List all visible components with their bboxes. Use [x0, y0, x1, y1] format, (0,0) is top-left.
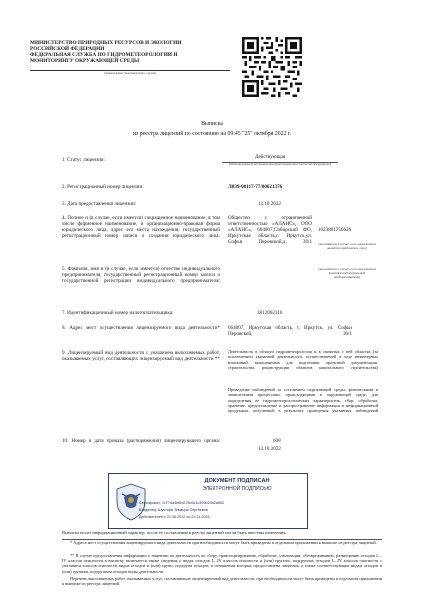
activity-address-value: 664007, Иркутская область, г. Иркутск, ул. Софьи Перовской, 30/1 — [228, 325, 352, 338]
authority-caption: (наименование лицензирующего органа) — [103, 70, 157, 75]
individual-caption: (заполняется в случае, если лицензиатом является индивидуальный предприниматель) — [318, 267, 376, 279]
individual-label: 5. Фамилия, имя и (в случае, если имеется) отчество индивидуального предпринимателя, государственный регистрационный номер записи о государственной регистрации индивидуального предпринимателя: — [62, 266, 220, 285]
order-number: 608 — [273, 438, 281, 444]
status-value: Действующая — [255, 154, 286, 160]
stamp-owner: Владелец: Шустова Эльвира Сергеевна — [139, 508, 208, 512]
authority-line: МИНИСТЕРСТВО ПРИРОДНЫХ РЕСУРСОВ И ЭКОЛОГИИ — [30, 40, 182, 46]
order-label: 10. Номер и дата приказа (распоряжения) лицензирующего органа: — [62, 438, 220, 444]
footnote-works-appendix: Перечень выполняемых работ, оказываемых услуг, составляющих лицензируемый вид деятельности, при необходимости могут быть приведены в отдельном приложении к выписке из реестра лицензий. — [62, 576, 382, 587]
order-date: 13.10.2022 — [258, 446, 281, 452]
footnote-addresses: * Адреса мест осуществления лицензируемого вида деятельности при необходимости могут быть приведены в отдельном приложении к выписке из реестра лицензий. — [70, 540, 377, 545]
status-caption: (действующая/приостановлена/приостановлена частично/прекращена) — [228, 162, 332, 166]
ogrn-value: 1023801756626 — [318, 227, 352, 233]
qr-code — [242, 37, 302, 97]
activity-type-value: Деятельность в области гидрометеорологии и в смежных с ней областях (за исключением указанной деятельности, осуществляемой в ходе инженерных изысканий, выполняемых для подготовки проектной документации, строительства, реконструкции объектов капитального строительства) — [228, 349, 378, 370]
document-subtitle: из реестра лицензий по состоянию на 09:45 "25" октября 2022 г. — [132, 131, 292, 137]
authority-line: ФЕДЕРАЛЬНАЯ СЛУЖБА ПО ГИДРОМЕТЕОРОЛОГИИ И — [30, 52, 178, 59]
stamp-subtitle: ЭЛЕКТРОННОЙ ПОДПИСЬЮ — [202, 486, 272, 492]
stamp-validity: Действителен с 21.08.2022 по 24.11.2023 — [139, 515, 210, 519]
footnote-waste: ** В случае предоставления информации о лицензии на деятельность по сбору, транспортированию, обработке, утилизации, обезвреживанию, размещению отходов I—IV классов опасности в выписку включается также сведения о видах отходов I—IV классов опасности и (или) группах, подгруппах отходов I—IV классов опасности с указанием классов опасности видов отходов и (или) групп, подгрупп отходов, в отношении которых предоставлена лицензия, а также соответствующие видам отходов и (или) группам, подгруппам отходов виды деятельности — [62, 553, 382, 574]
license-number-label: 2. Регистрационный номер лицензии: — [62, 184, 144, 190]
license-date-value: 13.10.2022 — [258, 201, 281, 207]
inn-label: 7. Идентификационный номер налогоплательщика: — [62, 310, 174, 316]
license-number-value: Л039-00117-77/00621376 — [228, 184, 283, 190]
activity-address-label: 8. Адрес мест осуществления лицензируемого вида деятельности* — [62, 325, 220, 331]
legal-entity-value: Общество с ограниченной ответственностью «АЛАНС», ООО «АЛАНС», 664007,Сибирский ФО, Иркутская область,г. Иркутск,ул. Софьи Перовской,д. 30/1 — [228, 215, 312, 246]
document-title: Выписка — [201, 121, 223, 127]
activity-works-value: Проведение наблюдений за состоянием окружающей среды, физическими и химическими процессами, происходящими в окружающей среде, для определения ее гидрометеорологических характеристик, сбор, обработка, хранение, предоставление и распространение информации в информационной продукции, полученной в результате проведения указанных наблюдений — [228, 387, 378, 414]
activity-type-label: 9. Лицензируемый вид деятельности с указанием выполняемых работ, оказываемых услуг, составляющих лицензируемый вид деятельности ** — [62, 350, 220, 363]
stamp-certificate: Сертификат: 11F7da4bf6d278d3c1c399b23d2a652 — [139, 501, 224, 505]
license-date-label: 3. Дата предоставления лицензии: — [62, 201, 137, 207]
stamp-title: ДОКУМЕНТ ПОДПИСАН — [204, 478, 270, 484]
issuing-authority — [30, 40, 240, 64]
e-signature-stamp — [108, 473, 308, 529]
authority-line: РОССИЙСКОЙ ФЕДЕРАЦИИ — [30, 46, 105, 53]
status-label: 1. Статус лицензии: — [62, 157, 105, 163]
info-note: Выписка носит информационный характер, после ее составления в реестр лицензий могли быть внесены изменения. — [62, 530, 287, 535]
inn-value: 3812062310 — [257, 310, 283, 316]
legal-entity-label: 4. Полное и (в случае, если имеется) сокращенное наименование, в том числе фирменное наименование, и организационно-правовая форма юридического лица, адрес его места нахождения, государственный регистрационный номер записи о создании юридического лица: — [62, 215, 220, 240]
authority-line: МОНИТОРИНГУ ОКРУЖАЮЩЕЙ СРЕДЫ — [30, 58, 140, 65]
legal-entity-caption: (заполняется в случае, если лицензиатом является юридическое лицо) — [318, 242, 376, 250]
